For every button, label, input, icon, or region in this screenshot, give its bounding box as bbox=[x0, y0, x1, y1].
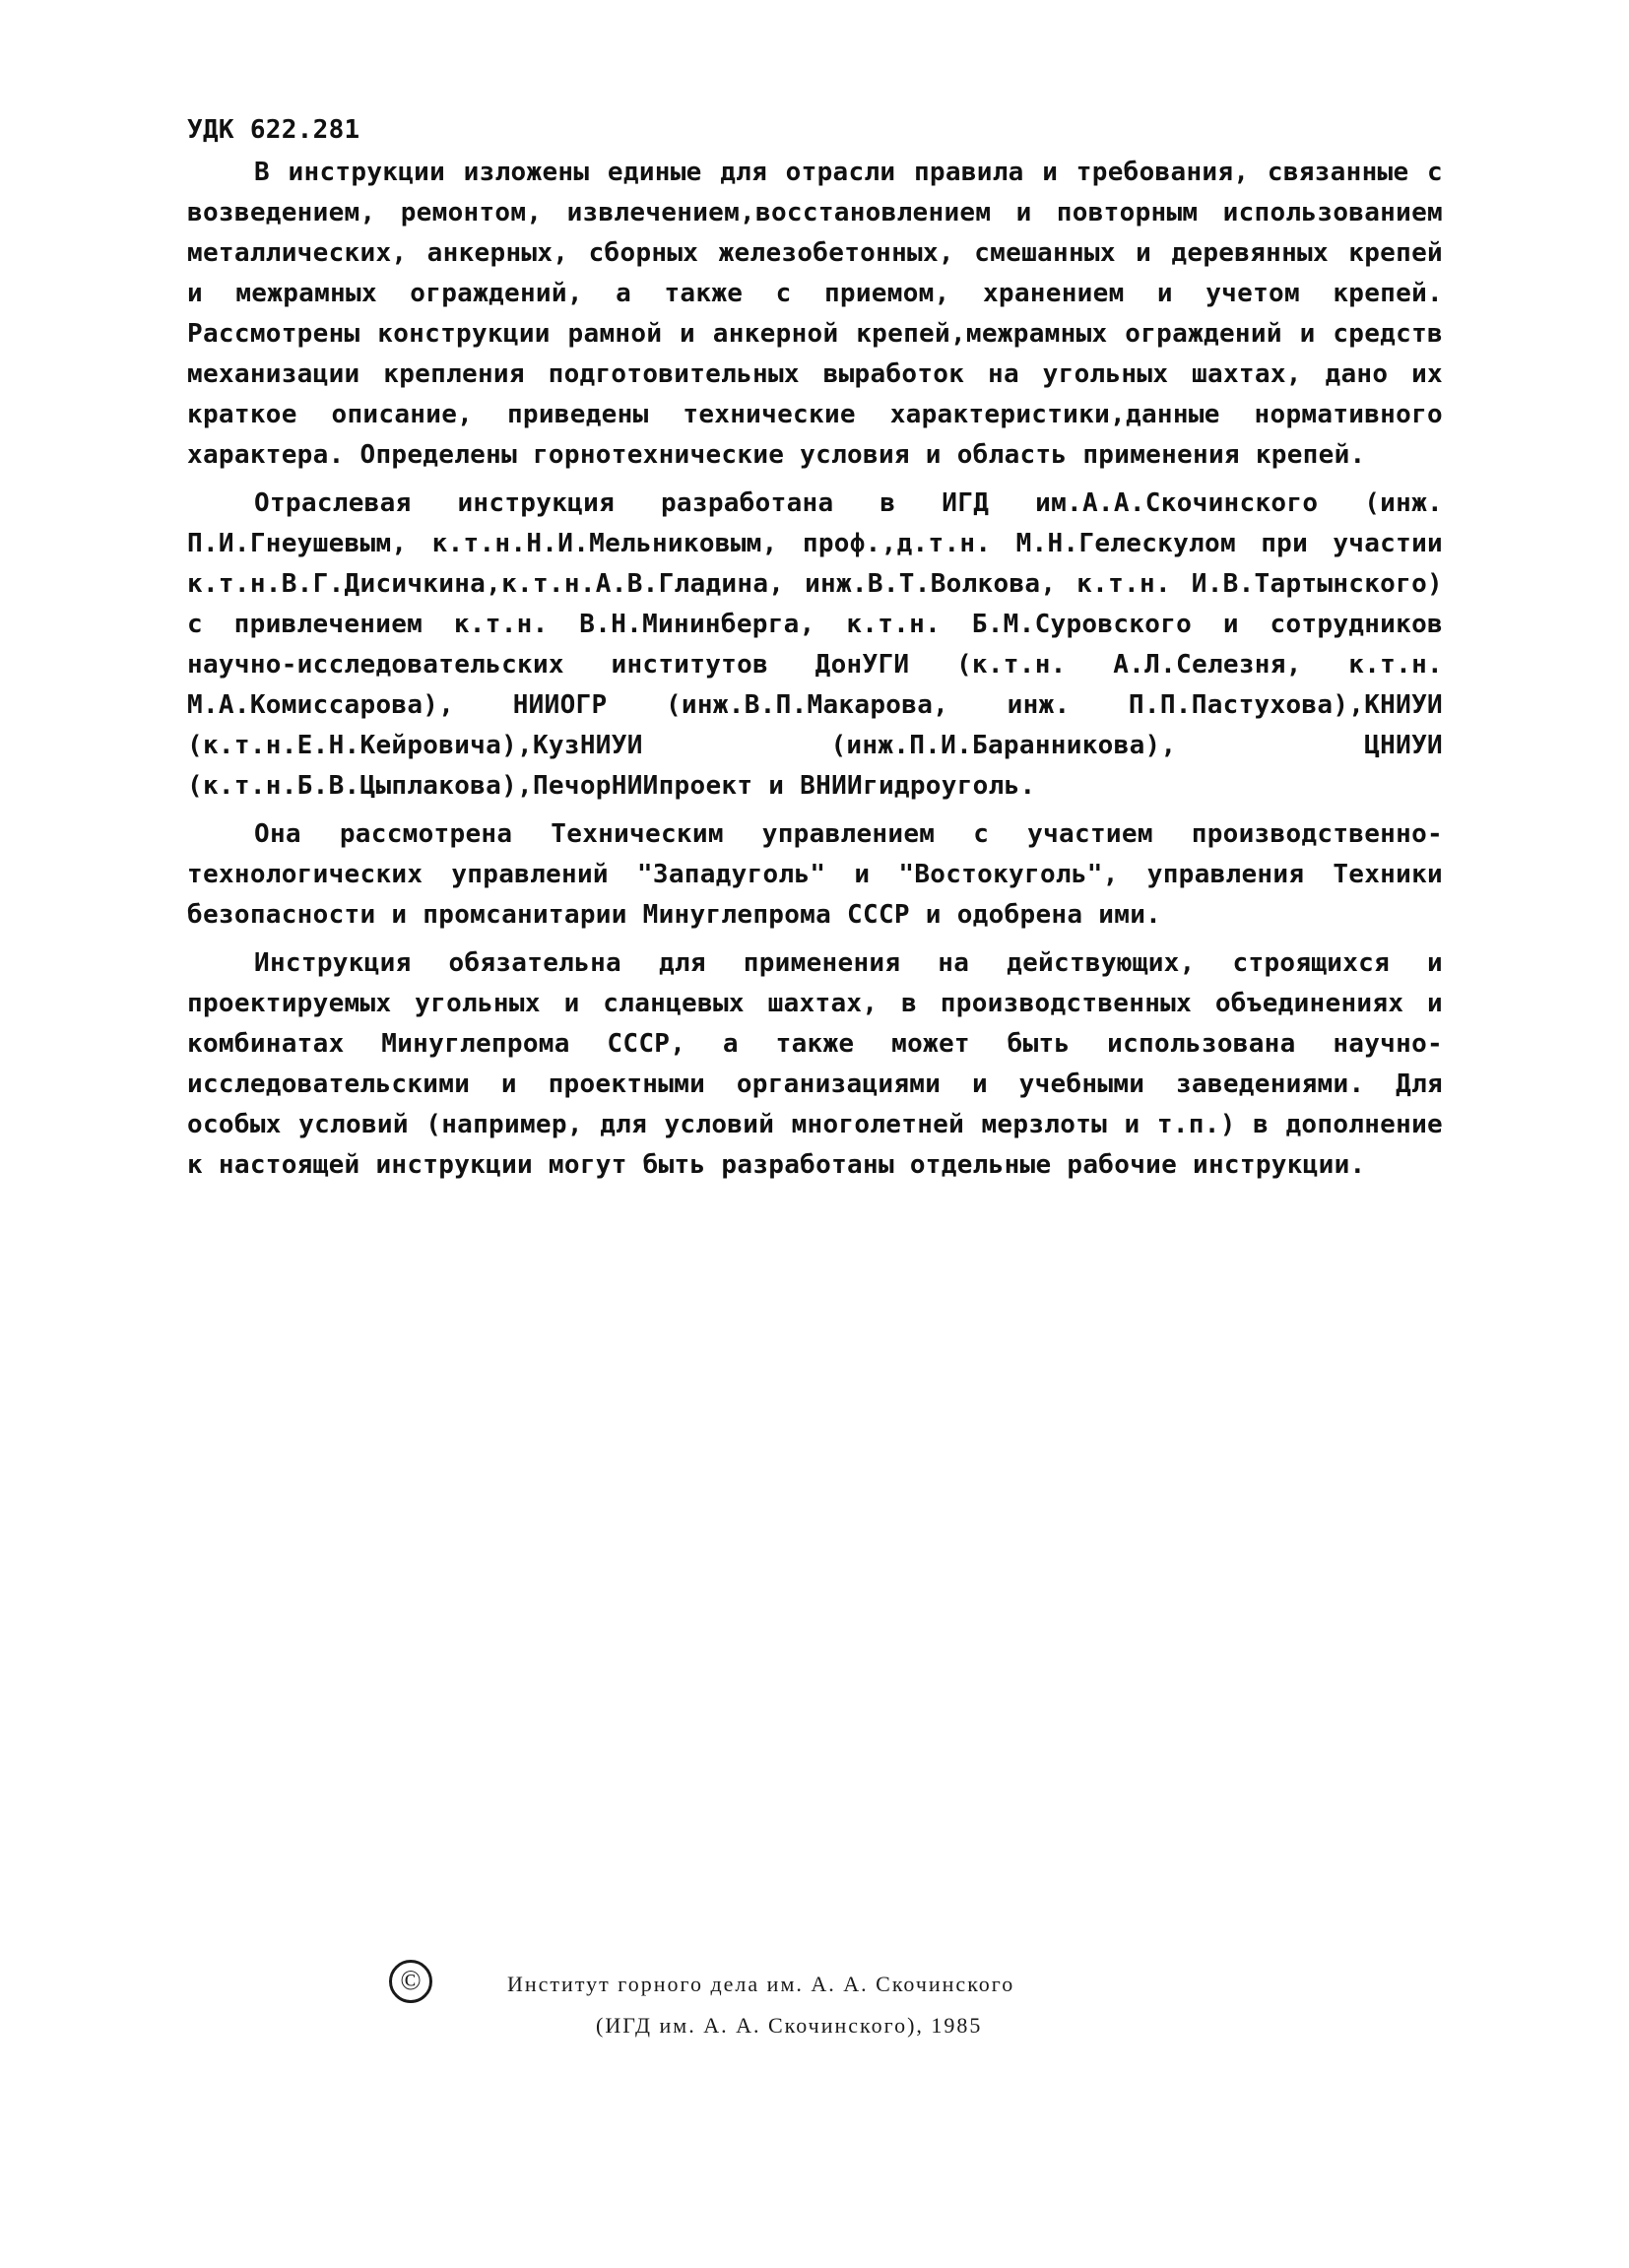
copyright-footer bbox=[389, 1960, 1275, 2068]
paragraph-authors: Отраслевая инструкция разработана в ИГД им.А.А.Скочинского (инж. П.И.Гнеушевым, к.т.н.Н.И.Мельниковым, проф.,д.т.н. М.Н.Гелескулом при участии к.т.н.В.Г.Дисичкина,к.т.н.А.В.Гладина, инж.В.Т.Волкова, к.т.н. И.В.Тартынского) с привлечением к.т.н. В.Н.Мининберга, к.т.н. Б.М.Суровского и сотрудников научно-исследовательских институтов ДонУГИ (к.т.н. А.Л.Селезня, к.т.н. М.А.Комиссарова), НИИОГР (инж.В.П.Макарова, инж. П.П.Пастухова),КНИУИ (к.т.н.Е.Н.Кейровича),КузНИУИ (инж.П.И.Баранникова), ЦНИУИ (к.т.н.Б.В.Цыплакова),ПечорНИИпроект и ВНИИгидроуголь. bbox=[187, 488, 1443, 801]
publisher-year: (ИГД им. А. А. Скочинского), 1985 bbox=[596, 2013, 983, 2038]
paragraph-scope: В инструкции изложены единые для отрасли правила и требования, связанные с возведением, ремонтом, извлечением,восстановлением и повторным использованием металлических, анкерных, сборных железобетонных, смешанных и деревянных крепей и межрамных ограждений, а также с приемом, хранением и учетом крепей. Рассмотрены конструкции рамной и анкерной крепей,межрамных ограждений и средств механизации крепления подготовительных выработок на угольных шахтах, дано их краткое описание, приведены технические характеристики,данные нормативного характера. Определены горнотехнические условия и область применения крепей. bbox=[187, 158, 1443, 470]
main-text-block bbox=[187, 110, 1443, 1194]
udc-code: УДК 622.281 bbox=[187, 115, 360, 145]
paragraph-applicability: Инструкция обязательна для применения на действующих, строящихся и проектируемых угольных и сланцевых шахтах, в производственных объединениях и комбинатах Минуглепрома СССР, а также может быть использована научно-исследовательскими и проектными организациями и учебными заведениями. Для особых условий (например, для условий многолетней мерзлоты и т.п.) в дополнение к настоящей инструкции могут быть разработаны отдельные рабочие инструкции. bbox=[187, 948, 1443, 1180]
copyright-icon: © bbox=[389, 1960, 432, 2003]
publisher-name: Институт горного дела им. А. А. Скочинского bbox=[507, 1972, 1015, 1996]
paragraph-approval: Она рассмотрена Техническим управлением с участием производственно-технологических управлений "Западуголь" и "Востокуголь", управления Техники безопасности и промсанитарии Минуглепрома СССР и одобрена ими. bbox=[187, 819, 1443, 930]
